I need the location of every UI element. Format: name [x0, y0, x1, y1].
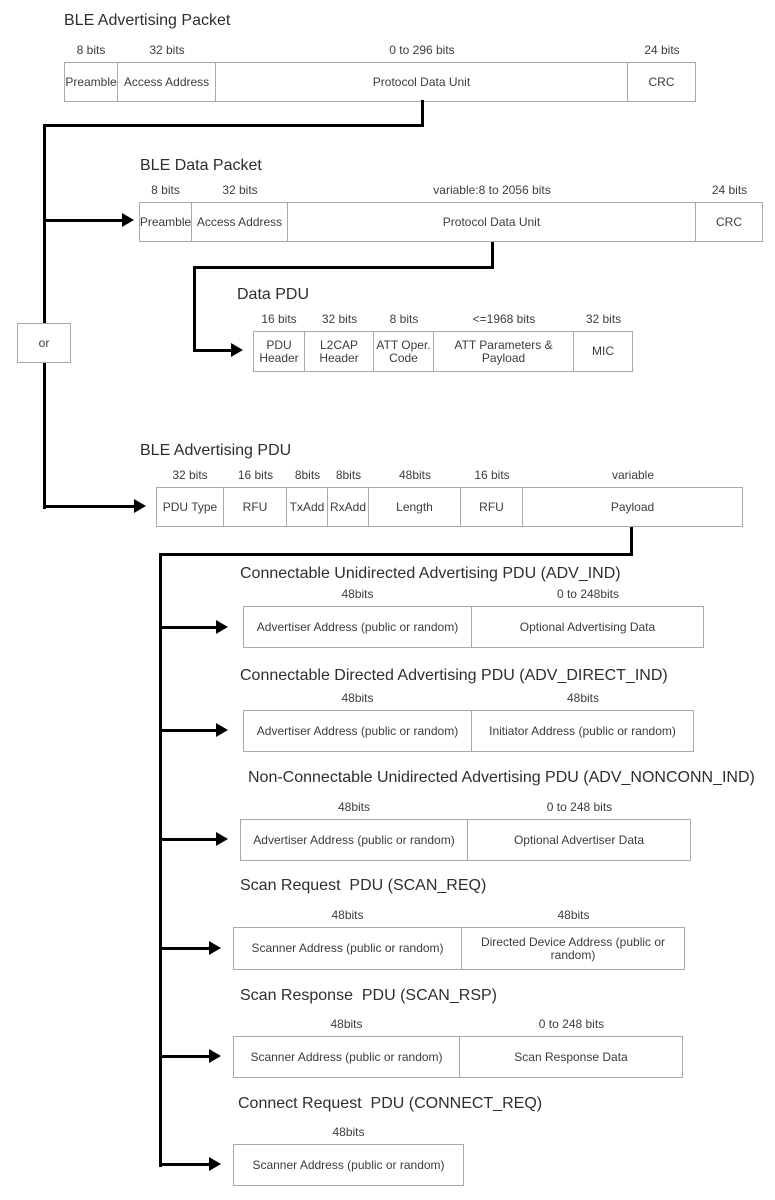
bits-label: 48bits [398, 468, 432, 482]
field-length [369, 467, 461, 527]
field-advertiser-address [240, 799, 468, 861]
field-cell: Access Address [192, 202, 288, 242]
bits-label: <=1968 bits [472, 312, 536, 326]
field-rfu [224, 467, 287, 527]
bits-label: 8 bits [76, 43, 106, 57]
section-title-data-pdu: Data PDU [237, 286, 310, 303]
connector-line [159, 553, 633, 556]
field-cell: CRC [696, 202, 763, 242]
bits-label: 32 bits [585, 312, 622, 326]
field-cell: Initiator Address (public or random) [472, 710, 694, 752]
bits-label: 8 bits [151, 183, 180, 197]
field-cell: Scanner Address (public or random) [233, 927, 462, 970]
field-cell: Protocol Data Unit [288, 202, 696, 242]
bits-label: 48bits [331, 908, 364, 922]
bits-label: 32 bits [321, 312, 358, 326]
arrowhead-icon [209, 1049, 221, 1063]
field-access-address [192, 182, 288, 242]
packet-row-connect-req [233, 1124, 464, 1186]
connector-line [159, 729, 216, 732]
connector-line [159, 838, 216, 841]
field-cell: CRC [628, 62, 696, 102]
field-cell: MIC [574, 331, 633, 372]
field-cell: ATT Parameters & Payload [434, 331, 574, 372]
field-cell: RxAdd [328, 487, 369, 527]
packet-row-ble-advertising-packet [64, 42, 696, 102]
bits-label: 48bits [337, 800, 371, 814]
field-cell: L2CAP Header [305, 331, 374, 372]
field-cell: PDU Type [156, 487, 224, 527]
bits-label: 48bits [332, 1125, 365, 1139]
field-cell: Optional Advertiser Data [468, 819, 691, 861]
connector-line [159, 553, 162, 1167]
field-cell: RFU [461, 487, 523, 527]
section-title-adv-ind: Connectable Unidirected Advertising PDU (ADV_IND) [240, 565, 621, 582]
field-mic [574, 311, 633, 372]
field-cell: Payload [523, 487, 743, 527]
bits-label: 48bits [566, 691, 600, 705]
section-title-connect-req: Connect Request PDU (CONNECT_REQ) [238, 1095, 543, 1112]
packet-row-ble-data-packet [139, 182, 763, 242]
section-title-ble-data-packet: BLE Data Packet [140, 157, 262, 174]
packet-row-ble-advertising-pdu [156, 467, 743, 527]
section-title-scan-req: Scan Request PDU (SCAN_REQ) [240, 877, 487, 894]
section-title-ble-advertising-packet: BLE Advertising Packet [64, 12, 231, 29]
field-cell: Advertiser Address (public or random) [243, 710, 472, 752]
field-protocol-data-unit [216, 42, 628, 102]
section-title-ble-advertising-pdu: BLE Advertising PDU [140, 442, 292, 459]
field-scanner-address [233, 1016, 460, 1078]
connector-line [421, 100, 424, 127]
field-advertiser-address [243, 690, 472, 752]
connector-line [159, 1163, 209, 1166]
bits-label: 16 bits [261, 312, 297, 326]
field-txadd [287, 467, 328, 527]
arrowhead-icon [216, 723, 228, 737]
field-scanner-address [233, 1124, 464, 1186]
connector-line [193, 349, 231, 352]
field-preamble [139, 182, 192, 242]
field-scanner-address [233, 907, 462, 970]
field-cell: Advertiser Address (public or random) [243, 606, 472, 648]
connector-line [43, 505, 134, 508]
packet-row-scan-rsp [233, 1016, 683, 1078]
connector-line [159, 947, 209, 950]
bits-label: 48bits [557, 908, 590, 922]
field-cell: PDU Header [253, 331, 305, 372]
field-protocol-data-unit [288, 182, 696, 242]
connector-line [43, 124, 424, 127]
field-cell: Scanner Address (public or random) [233, 1036, 460, 1078]
connector-line [193, 266, 494, 269]
field-access-address [118, 42, 216, 102]
connector-line [159, 1055, 209, 1058]
field-initiator-address [472, 690, 694, 752]
arrowhead-icon [209, 1157, 221, 1171]
or-junction-box: or [17, 323, 71, 363]
bits-label: 24 bits [644, 43, 680, 57]
connector-line [630, 527, 633, 556]
packet-row-adv-nonconn-ind [240, 799, 691, 861]
bits-label: 8bits [294, 468, 321, 482]
field-payload [523, 467, 743, 527]
bits-label: 0 to 296 bits [389, 43, 455, 57]
bits-label: variable [611, 468, 655, 482]
field-cell: Protocol Data Unit [216, 62, 628, 102]
field-cell: Preamble [64, 62, 118, 102]
bits-label: 32 bits [149, 43, 185, 57]
bits-label: 0 to 248 bits [538, 1017, 605, 1031]
packet-row-adv-ind [243, 586, 704, 648]
bits-label: 0 to 248 bits [546, 800, 613, 814]
field-cell: ATT Oper. Code [374, 331, 434, 372]
bits-label: variable:8 to 2056 bits [433, 183, 551, 197]
field-scan-response-data [460, 1016, 683, 1078]
field-crc [628, 42, 696, 102]
connector-line [193, 266, 196, 352]
field-cell: Preamble [139, 202, 192, 242]
field-att-oper-code [374, 311, 434, 372]
field-cell: Length [369, 487, 461, 527]
field-l2cap-header [305, 311, 374, 372]
connector-line [43, 219, 122, 222]
bits-label: 16 bits [474, 468, 510, 482]
bits-label: 32 bits [172, 468, 208, 482]
bits-label: 8 bits [389, 312, 419, 326]
field-optional-advertiser-data [468, 799, 691, 861]
field-rxadd [328, 467, 369, 527]
connector-line [491, 242, 494, 269]
bits-label: 24 bits [711, 183, 748, 197]
section-title-adv-direct-ind: Connectable Directed Advertising PDU (ADV_DIRECT_IND) [240, 667, 668, 684]
bits-label: 48bits [341, 587, 374, 601]
field-cell: Optional Advertising Data [472, 606, 704, 648]
field-pdu-type [156, 467, 224, 527]
arrowhead-icon [216, 832, 228, 846]
bits-label: 16 bits [237, 468, 274, 482]
field-cell: RFU [224, 487, 287, 527]
arrowhead-icon [209, 941, 221, 955]
bits-label: 32 bits [222, 183, 258, 197]
section-title-adv-nonconn-ind: Non-Connectable Unidirected Advertising PDU (ADV_NONCONN_IND) [248, 769, 755, 786]
arrowhead-icon [216, 620, 228, 634]
bits-label: 48bits [341, 691, 374, 705]
packet-row-scan-req [233, 907, 685, 970]
bits-label: 0 to 248bits [556, 587, 620, 601]
field-cell: Scanner Address (public or random) [233, 1144, 464, 1186]
field-cell: Access Address [118, 62, 216, 102]
packet-row-data-pdu [253, 311, 633, 372]
field-crc [696, 182, 763, 242]
field-optional-advertising-data [472, 586, 704, 648]
field-directed-device-address [462, 907, 685, 970]
field-preamble [64, 42, 118, 102]
arrowhead-icon [231, 343, 243, 357]
field-cell: Scan Response Data [460, 1036, 683, 1078]
field-rfu-2 [461, 467, 523, 527]
field-pdu-header [253, 311, 305, 372]
section-title-scan-rsp: Scan Response PDU (SCAN_RSP) [240, 987, 497, 1004]
arrowhead-icon [134, 499, 146, 513]
field-cell: Directed Device Address (public or random) [462, 927, 685, 970]
field-att-parameters-payload [434, 311, 574, 372]
connector-line [43, 124, 46, 509]
connector-line [159, 626, 216, 629]
arrowhead-icon [122, 213, 134, 227]
field-cell: Advertiser Address (public or random) [240, 819, 468, 861]
field-cell: TxAdd [287, 487, 328, 527]
packet-row-adv-direct-ind [243, 690, 694, 752]
field-advertiser-address [243, 586, 472, 648]
bits-label: 48bits [330, 1017, 363, 1031]
bits-label: 8bits [335, 468, 362, 482]
